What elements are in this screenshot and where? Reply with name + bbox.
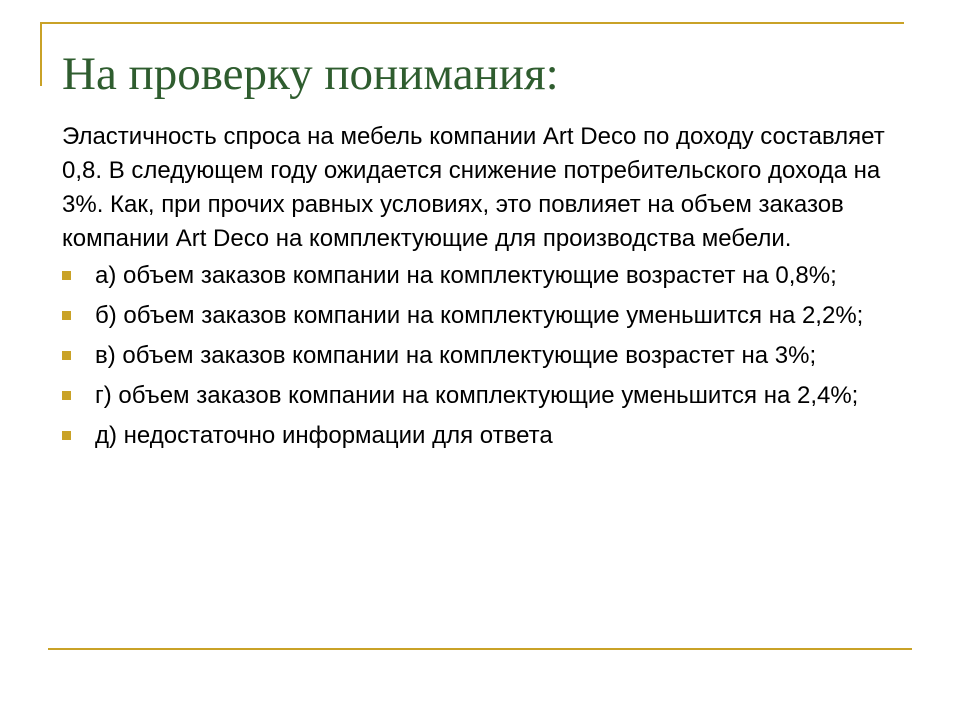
answer-option-a — [62, 260, 865, 292]
frame-top-line — [40, 22, 904, 24]
answer-option-text: б) объем заказов компании на комплектующие уменьшится на 2,2%; — [95, 302, 864, 329]
answer-option-b — [62, 300, 865, 332]
answer-option-text: в) объем заказов компании на комплектующие возрастет на 3%; — [95, 342, 817, 369]
square-bullet-icon — [62, 431, 71, 440]
answer-option-text: г) объем заказов компании на комплектующие уменьшится на 2,4%; — [95, 382, 859, 409]
answer-option-d — [62, 380, 865, 412]
frame-left-line — [40, 22, 42, 86]
slide-content — [62, 120, 912, 460]
question-text: Эластичность спроса на мебель компании Art Deco по доходу составляет 0,8. В следующем году ожидается снижение потребительского дохода на 3%. Как, при прочих равных условиях, это повлияет на объем заказов компании Art Deco на комплектующие для производства мебели. — [62, 123, 885, 252]
answer-option-text: д) недостаточно информации для ответа — [95, 422, 553, 449]
square-bullet-icon — [62, 351, 71, 360]
square-bullet-icon — [62, 311, 71, 320]
square-bullet-icon — [62, 391, 71, 400]
slide-title: На проверку понимания: — [62, 48, 559, 100]
answer-options-list — [62, 260, 912, 452]
square-bullet-icon — [62, 271, 71, 280]
frame-bottom-line — [48, 648, 912, 650]
answer-option-c — [62, 340, 865, 372]
answer-option-text: а) объем заказов компании на комплектующие возрастет на 0,8%; — [95, 262, 837, 289]
answer-option-e — [62, 420, 865, 452]
